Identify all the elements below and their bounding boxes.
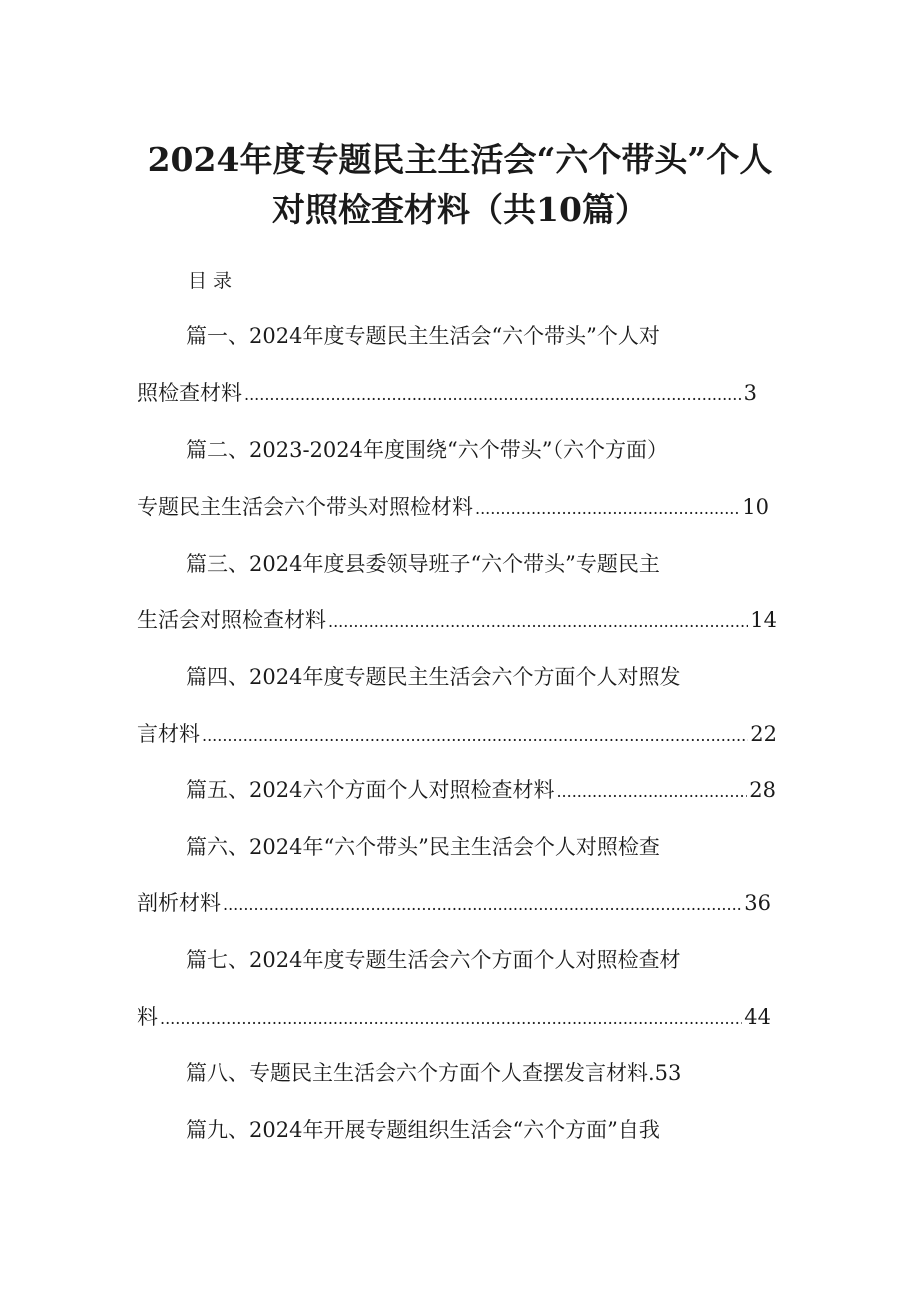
toc-entry-text: 篇一、2024年度专题民主生活会“六个带头”个人对: [186, 324, 660, 348]
toc-entry-3-line-2[interactable]: [137, 604, 777, 638]
toc-page-number: 22: [750, 722, 777, 746]
toc-entry-9-line-1[interactable]: [186, 1114, 746, 1146]
toc-entry-text: 篇三、2024年度县委领导班子“六个带头”专题民主: [186, 552, 660, 576]
toc-leader-dots: [475, 493, 740, 525]
toc-page-number: 36: [744, 891, 771, 915]
toc-leader-dots: [328, 606, 748, 638]
toc-entry-4-line-2[interactable]: [137, 718, 777, 752]
toc-entry-4-line-1[interactable]: [186, 661, 746, 693]
toc-entry-text: 篇五、2024六个方面个人对照检查材料: [186, 778, 555, 802]
toc-entry-8[interactable]: [186, 1057, 746, 1089]
toc-entry-7-line-2[interactable]: [137, 1001, 771, 1035]
toc-entry-text: 篇八、专题民主生活会六个方面个人查摆发言材料.53: [186, 1061, 682, 1085]
toc-leader-dots: [160, 1003, 742, 1035]
toc-page-number: 3: [743, 381, 757, 405]
toc-entry-text: 剖析材料: [137, 891, 221, 915]
toc-entry-text: 生活会对照检查材料: [137, 608, 326, 632]
toc-entry-6-line-1[interactable]: [186, 831, 746, 863]
toc-page-number: 14: [750, 608, 777, 632]
toc-leader-dots: [556, 776, 747, 808]
toc-entry-6-line-2[interactable]: [137, 887, 771, 921]
toc-page-number: 10: [742, 495, 769, 519]
toc-entry-1-line-1[interactable]: [186, 320, 746, 352]
toc-page-number: 44: [744, 1005, 771, 1029]
toc-heading: 目录: [188, 270, 239, 292]
toc-entry-text: 料: [137, 1005, 158, 1029]
toc-entry-5[interactable]: [186, 774, 776, 808]
toc-entry-text: 言材料: [137, 722, 200, 746]
toc-entry-3-line-1[interactable]: [186, 548, 746, 580]
document-title-line-1: 2024年度专题民主生活会“六个带头”个人: [147, 140, 773, 179]
toc-entry-text: 篇七、2024年度专题生活会六个方面个人对照检查材: [186, 948, 681, 972]
toc-leader-dots: [244, 379, 742, 411]
toc-leader-dots: [223, 889, 742, 921]
toc-entry-text: 篇六、2024年“六个带头”民主生活会个人对照检查: [186, 835, 660, 859]
toc-entry-text: 照检查材料: [137, 381, 242, 405]
document-title-line-2: 对照检查材料（共10篇）: [272, 190, 648, 229]
toc-entry-7-line-1[interactable]: [186, 944, 746, 976]
toc-entry-text: 篇四、2024年度专题民主生活会六个方面个人对照发: [186, 665, 681, 689]
toc-entry-2-line-1[interactable]: [186, 434, 746, 466]
toc-entry-text: 篇二、2023-2024年度围绕“六个带头”（六个方面）: [186, 438, 668, 462]
toc-entry-text: 专题民主生活会六个带头对照检材料: [137, 495, 473, 519]
toc-leader-dots: [202, 720, 748, 752]
toc-page-number: 28: [749, 778, 776, 802]
toc-entry-text: 篇九、2024年开展专题组织生活会“六个方面”自我: [186, 1118, 660, 1142]
toc-entry-2-line-2[interactable]: [137, 491, 769, 525]
toc-entry-1-line-2[interactable]: [137, 377, 757, 411]
